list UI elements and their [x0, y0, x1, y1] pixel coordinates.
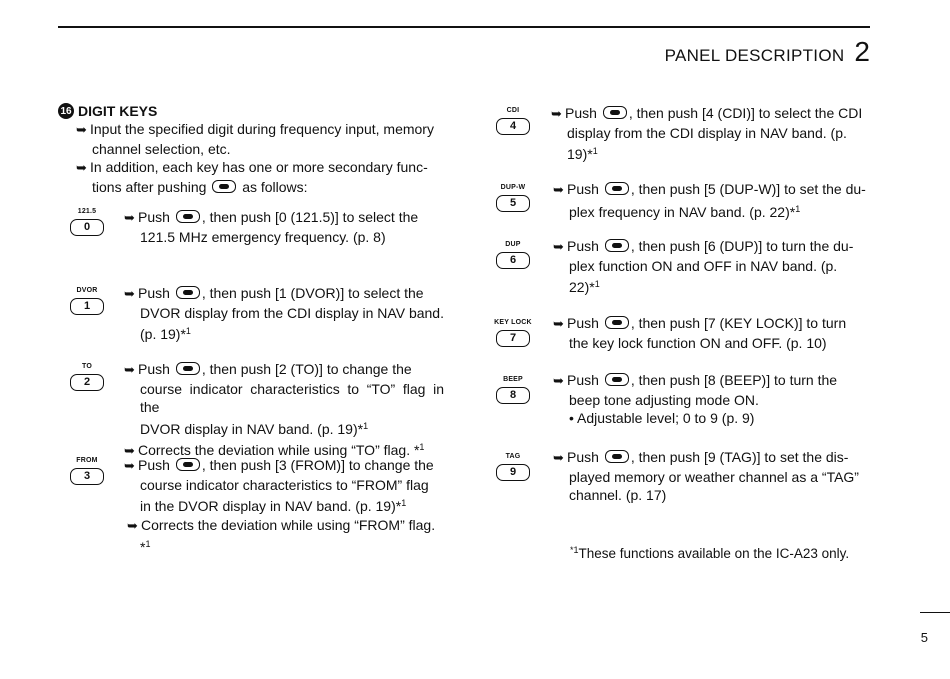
- entry-text: Push: [565, 105, 597, 121]
- entry-text: Push: [138, 209, 170, 225]
- digit-key-button: 9: [496, 464, 530, 481]
- entry-text: plex frequency in NAV band. (p. 22)*: [569, 203, 796, 220]
- entry-text: • Adjustable level; 0 to 9 (p. 9): [569, 410, 755, 426]
- entry-text: , then push [2 (TO)] to change the: [201, 361, 412, 377]
- entry-text: (p. 19)*: [140, 326, 186, 342]
- entry-text: the key lock function ON and OFF. (p. 10): [569, 334, 827, 351]
- entry-4: [551, 104, 870, 164]
- entry-text: , then push [7 (KEY LOCK)] to turn: [630, 315, 847, 331]
- footnote-ref: 1: [401, 498, 407, 508]
- arrow-bullet-icon: ➥: [124, 443, 135, 458]
- key-label: DUP: [505, 241, 521, 248]
- arrow-bullet-icon: ➥: [124, 458, 135, 473]
- key-3: [68, 456, 106, 485]
- footnote: [570, 545, 849, 561]
- footnote-ref: 1: [795, 203, 801, 214]
- f-key-icon: [605, 373, 629, 386]
- entry-text: DVOR display in NAV band. (p. 19)*: [140, 420, 364, 437]
- arrow-bullet-icon: ➥: [553, 316, 564, 331]
- intro-bullets: [76, 120, 446, 196]
- f-key-icon: [176, 458, 200, 471]
- entry-text: course indicator characteristics to “TO” flag in the: [140, 380, 444, 415]
- entry-text: in the DVOR display in NAV band. (p. 19)*: [140, 498, 402, 514]
- entry-text: 121.5 MHz emergency frequency. (p. 8): [140, 228, 386, 245]
- entry-8: [553, 371, 870, 428]
- entry-text: , then push [4 (CDI)] to select the CDI: [628, 105, 863, 121]
- f-key-icon: [605, 239, 629, 252]
- footnote-ref: 1: [145, 539, 151, 549]
- entry-text: Corrects the deviation while using “TO” flag. *: [138, 442, 420, 458]
- entry-1: [124, 284, 444, 344]
- f-key-icon: [176, 210, 200, 223]
- arrow-bullet-icon: ➥: [76, 122, 87, 137]
- entry-text: , then push [9 (TAG)] to set the dis-: [630, 449, 849, 465]
- intro-line: as follows:: [242, 178, 308, 195]
- intro-line: In addition, each key has one or more secondary func-: [90, 159, 428, 175]
- entry-3: [124, 456, 444, 557]
- key-label: TO: [82, 363, 92, 370]
- entry-text: Push: [138, 457, 170, 473]
- footnote-ref: 1: [419, 442, 425, 452]
- header-title: PANEL DESCRIPTION: [664, 46, 845, 65]
- entry-5: [553, 180, 870, 221]
- entry-text: channel. (p. 17): [569, 487, 667, 503]
- entry-9: [553, 448, 870, 505]
- f-key-icon: [603, 106, 627, 119]
- intro-line: channel selection, etc.: [92, 140, 231, 157]
- footnote-ref: 1: [185, 326, 191, 336]
- key-2: [68, 362, 106, 391]
- arrow-bullet-icon: ➥: [76, 160, 87, 175]
- digit-key-button: 1: [70, 298, 104, 315]
- entry-text: Push: [567, 372, 599, 388]
- entry-text: Push: [567, 238, 599, 254]
- key-label: TAG: [505, 453, 521, 460]
- digit-key-button: 0: [70, 219, 104, 236]
- key-label: 121.5: [77, 208, 97, 215]
- entry-text: Push: [567, 315, 599, 331]
- entry-text: Push: [567, 449, 599, 465]
- footnote-mark: *1: [570, 545, 579, 555]
- page-number: 5: [920, 630, 928, 645]
- digit-key-button: 8: [496, 387, 530, 404]
- page-header: [665, 36, 870, 68]
- arrow-bullet-icon: ➥: [553, 239, 564, 254]
- entry-0: [124, 208, 444, 246]
- entry-text: Corrects the deviation while using “FROM” flag.: [141, 516, 436, 533]
- digit-key-button: 5: [496, 195, 530, 212]
- key-label: KEY LOCK: [494, 319, 532, 326]
- arrow-bullet-icon: ➥: [553, 373, 564, 388]
- entry-6: [553, 237, 870, 297]
- f-key-icon: [605, 182, 629, 195]
- entry-2: [124, 360, 444, 461]
- entry-text: , then push [0 (121.5)] to select the: [201, 209, 419, 225]
- entry-text: 19)*: [567, 146, 593, 162]
- entry-text: plex function ON and OFF in NAV band. (p.: [569, 257, 838, 274]
- entry-text: display from the CDI display in NAV band. (p.: [567, 124, 847, 141]
- section-number-badge: 16: [58, 103, 74, 119]
- intro-line: tions after pushing: [92, 178, 207, 195]
- footnote-ref: 1: [594, 279, 600, 289]
- arrow-bullet-icon: ➥: [124, 286, 135, 301]
- arrow-bullet-icon: ➥: [124, 362, 135, 377]
- entry-text: played memory or weather channel as a “TAG”: [569, 468, 859, 485]
- intro-line: Input the specified digit during frequency input, memory: [90, 121, 434, 137]
- entry-text: , then push [1 (DVOR)] to select the: [201, 285, 424, 301]
- key-9: [494, 452, 532, 481]
- section-heading: [58, 103, 157, 119]
- key-0: [68, 207, 106, 236]
- digit-key-button: 2: [70, 374, 104, 391]
- key-1: [68, 286, 106, 315]
- footnote-text: These functions available on the IC-A23 only.: [578, 546, 850, 561]
- digit-key-button: 3: [70, 468, 104, 485]
- entry-text: , then push [8 (BEEP)] to turn the: [630, 372, 838, 388]
- arrow-bullet-icon: ➥: [124, 210, 135, 225]
- page-number-rule: [920, 612, 950, 613]
- key-8: [494, 375, 532, 404]
- key-5: [494, 183, 532, 212]
- footnote-ref: 1: [592, 146, 598, 156]
- top-rule: [58, 26, 870, 28]
- key-7: [494, 318, 532, 347]
- key-label: CDI: [506, 107, 520, 114]
- entry-text: , then push [3 (FROM)] to change the: [201, 457, 434, 473]
- entry-text: 22)*: [569, 279, 595, 295]
- key-label: FROM: [76, 457, 98, 464]
- digit-key-button: 6: [496, 252, 530, 269]
- entry-text: , then push [5 (DUP-W)] to set the du-: [630, 181, 866, 197]
- entry-text: Push: [138, 361, 170, 377]
- key-4: [494, 106, 532, 135]
- key-label: DVOR: [76, 287, 98, 294]
- key-label: DUP-W: [500, 184, 526, 191]
- arrow-bullet-icon: ➥: [127, 517, 138, 533]
- f-key-icon: [176, 286, 200, 299]
- arrow-bullet-icon: ➥: [553, 450, 564, 465]
- key-6: [494, 240, 532, 269]
- f-key-icon: [212, 180, 236, 193]
- entry-text: course indicator characteristics to “FROM” flag: [140, 476, 429, 493]
- entry-7: [553, 314, 870, 352]
- entry-text: Push: [567, 181, 599, 197]
- entry-text: Push: [138, 285, 170, 301]
- entry-text: , then push [6 (DUP)] to turn the du-: [630, 238, 854, 254]
- section-title: DIGIT KEYS: [78, 103, 158, 119]
- entry-text: beep tone adjusting mode ON.: [569, 391, 759, 408]
- arrow-bullet-icon: ➥: [551, 106, 562, 121]
- footnote-ref: 1: [363, 420, 369, 431]
- f-key-icon: [605, 450, 629, 463]
- digit-key-button: 7: [496, 330, 530, 347]
- arrow-bullet-icon: ➥: [553, 182, 564, 197]
- digit-key-button: 4: [496, 118, 530, 135]
- key-label: BEEP: [503, 376, 523, 383]
- f-key-icon: [176, 362, 200, 375]
- f-key-icon: [605, 316, 629, 329]
- chapter-number: 2: [854, 36, 870, 67]
- entry-text: DVOR display from the CDI display in NAV band.: [140, 304, 444, 321]
- entry-text: *: [140, 539, 146, 555]
